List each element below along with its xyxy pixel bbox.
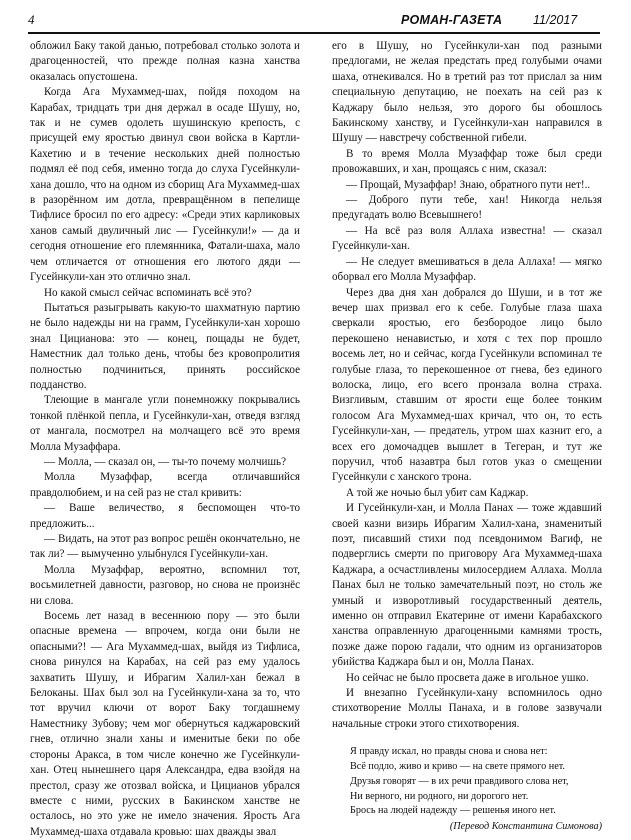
poem-line: Брось на людей надежду — решенья иного нет.	[350, 805, 556, 817]
paragraph: — Молла, — сказал он, — ты-то почему молчишь?	[44, 455, 287, 468]
paragraph: А той же ночью был убит сам Каджар.	[346, 486, 529, 499]
paragraph: Молла Музаффар, вероятно, вспомнил тот, восьмилетней давности, разговор, но снова не произнёс ни слова.	[30, 563, 300, 607]
paragraph: — Видать, на этот раз вопрос решён окончательно, не так ли? — вымученно улыбнулся Гусейнкули-хан.	[30, 533, 300, 561]
paragraph: — Прощай, Музаффар! Знаю, обратного пути нет!..	[346, 178, 591, 191]
paragraph: Когда Ага Мухаммед-шах, пойдя походом на Карабах, тридцать три дня держал в осаде Шушу, но, так и не сумев одолеть шушинскую крепость, с присущей ему яростью двинул свои войска в Картли-Кахетию и в течение нескольких дней полностью подмял её под себя, именно тогда до слуха Гусейнкули-хана дошло, что на одном из сборищ Ага Мухаммед-шах в разорённом им дотла, превращённом в пепелище Тифлисе бросил по его адресу: «Среди этих карликовых ханов самый двуличный лис — Гусейнкули!» — да и сегодня отношение его племянника, Фатали-шаха, мало чем отличается от отношения его лютого дяди — Гусейнкули-хан это отлично знал.	[30, 86, 300, 284]
paragraph: Молла Музаффар, всегда отличавшийся правдолюбием, и на сей раз не стал кривить:	[30, 471, 300, 499]
paragraph: — Доброго пути тебе, хан! Никогда нельзя предугадать волю Всевышнего!	[332, 194, 602, 222]
issue-number: 11/2017	[533, 13, 578, 27]
translation-credit: (Перевод Константина Симонова)	[449, 821, 602, 833]
poem-line: Друзья говорят — в их речи правдивого слова нет,	[350, 775, 569, 787]
poem-line: Я правду искал, но правды снова и снова нет:	[350, 746, 548, 758]
poem-line: Ни верного, ни родного, ни дорогого нет.	[350, 790, 529, 802]
poem-block	[332, 745, 602, 835]
paragraph: Тлеющие в мангале угли понемножку покрывались тонкой плёнкой пепла, и Гусейнкули-хан, отведя взгляд от мангала, посмотрел на молчащего всё это время Молла Музаффара.	[30, 394, 300, 453]
paragraph: — Ваше величество, я беспомощен что-то предложить...	[30, 502, 300, 530]
paragraph: Восемь лет назад в весеннюю пору — это были опасные времена — впрочем, когда они были не опасными?! — Ага Мухаммед-шах, выйдя из Тифлиса, снова ринулся на Карабах, на сей раз ему удалось захватить Шушу, и Ибрагим Халил-хан бежал в Белоканы. Шах был зол на Гусейнкули-хана за то, что тот вручил ключи от ворот Баку тогдашнему Наместнику Зубову; чем мог обернуться каджаровский гнев, отлично знали ханы и именитые беки по обе стороны Аракса, в том числе конечно же Гусейнкули-хан. Отец нынешнего царя Александра, едва взойдя на престол, сразу же отозвал войска, и Цицианов убрался вместе с ними, русских в Бакинском ханстве не осталось, но это уже не имело значения. Ярость Ага Мухаммед-шаха отдавала кровью: шах дважды звал	[30, 610, 300, 838]
paragraph: его в Шушу, но Гусейнкули-хан под разными предлогами, не желая предстать пред голубыми очами шаха, отнекивался. Но в третий раз тот прислал за ним специальную депутацию, не поехать на сей раз к Каджару было нельзя, это дорого бы обошлось Бакинскому ханству, и Гусейнкули-хан направился в Шушу — навстречу собственной гибели.	[332, 40, 602, 145]
paragraph: обложил Баку такой данью, потребовал столько золота и драгоценностей, что прежде полная казна ханства оказалась опустошена.	[30, 40, 300, 83]
paragraph: И внезапно Гусейнкули-хану вспомнилось одно стихотворение Моллы Панаха, и в голове зазвучали начальные строки этого стихотворения.	[332, 687, 602, 730]
left-column	[30, 39, 300, 840]
paragraph: Но сейчас не было просвета даже в игольное ушко.	[346, 671, 589, 684]
paragraph: — На всё раз воля Аллаха известна! — сказал Гусейнкули-хан.	[332, 224, 602, 253]
paragraph: И Гусейнкули-хан, и Молла Панах — тоже ждавший своей казни визирь Ибрагим Халил-хана, знаменитый поэт, писавший стихи под псевдонимом Вагиф, не подверглись смерти по приговору Ага Мухаммед-шаха Каджара, а осчастливлены милосердием Аллаха. Молла Панах был не только замечательный поэт, но столь же умный и изворотливый государственный деятель, именно он отправил Екатерине от имени Карабахского ханства оправленную драгоценными камнями трость, позже даже порою гадали, что одним из организаторов убийства Каджара был и он, Молла Панах.	[332, 502, 602, 669]
right-column	[332, 39, 602, 835]
page-header	[0, 0, 631, 36]
poem-line: Всё подло, живо и криво — на свете прямого нет.	[350, 761, 565, 773]
paragraph: — Не следует вмешиваться в дела Аллаха! — мягко оборвал его Молла Музаффар.	[332, 255, 602, 284]
header-rule	[28, 32, 600, 34]
publication-title: РОМАН-ГАЗЕТА	[401, 13, 503, 27]
paragraph: Через два дня хан добрался до Шуши, и в тот же вечер шах призвал его к себе. Голубые глаза шаха сверкали яростью, его безбородое лицо было перекошено ненавистью, и хотя с тех пор прошло восемь лет, но и сейчас, когда Гусейнкули вспоминал те голубые глаза, то перекошенное от гнева, без единого волоска, лицо, его всего пронзала волна страха. Визгливым, ставшим от ярости еще более тонким голосом Ага Мухаммед-шах кричал, что он, то есть Гусейнкули-хан, — предатель, утром шах казнит его, а всех его домочадцев вышлет в Тегеран, и тут же поручил, чтоб назавтра был готов указ о смещении Гусейнкули с ханского трона.	[332, 286, 602, 484]
page-number: 4	[28, 12, 35, 27]
paragraph: В то время Молла Музаффар тоже был среди провожавших, и хан, прощаясь с ним, сказал:	[332, 147, 602, 176]
paragraph: Но какой смысл сейчас вспоминать всё это?	[44, 286, 252, 299]
paragraph: Пытаться разыгрывать какую-то шахматную партию не было надежды ни на грамм, Гусейнкули-хан хорошо знал Цицианова: это — конец, пощады не будет, Наместник дал только день, чтобы без кровопролития полностью подчиниться, принять российское подданство.	[30, 301, 300, 391]
